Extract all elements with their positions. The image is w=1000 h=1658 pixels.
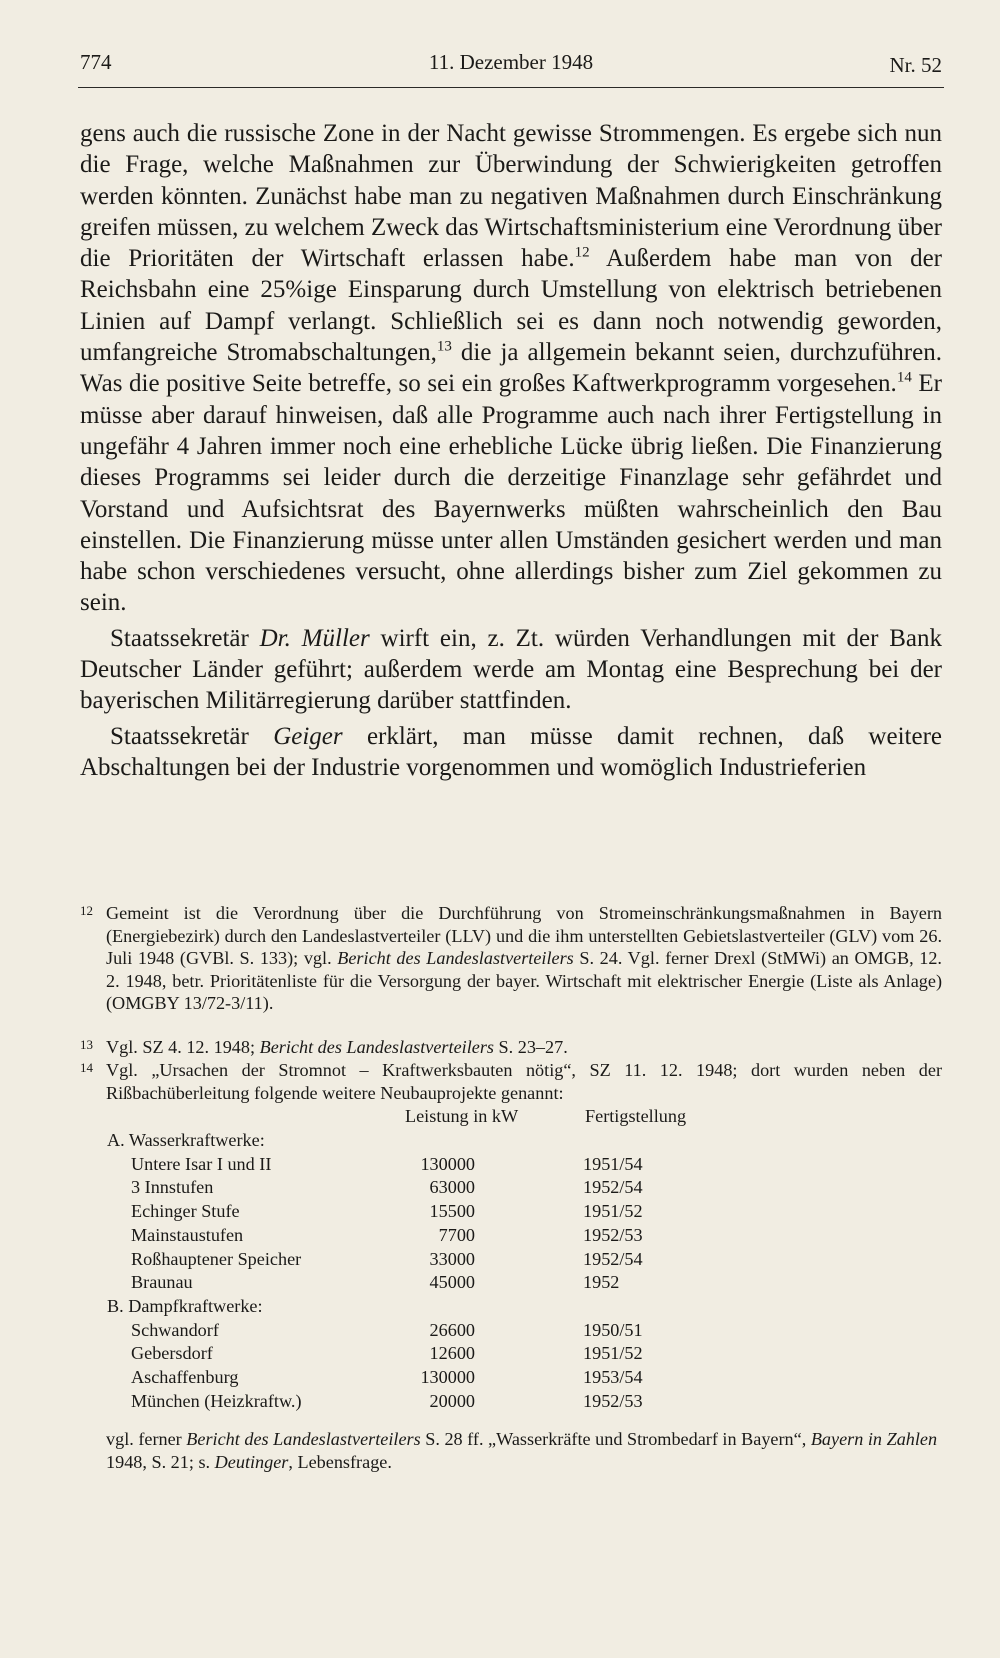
text-run: erklärt, man müsse damit rechnen, daß weitere Abschaltungen bei der Industrie vorgenommen und womöglich Industrieferien xyxy=(80,722,942,781)
plant-name: Braunau xyxy=(131,1272,193,1293)
capacity-value: 15500 xyxy=(429,1201,475,1222)
text-run: S. 23–27. xyxy=(493,1037,568,1057)
footnote-text xyxy=(106,902,942,1015)
text-run: vgl. ferner xyxy=(106,1429,187,1449)
plant-name: Gebersdorf xyxy=(131,1343,213,1364)
table-header-row xyxy=(0,1106,1000,1129)
text-run: wirft ein, z. Zt. würden Verhandlungen mit der Bank Deutscher Länder geführt; außerdem werde am Montag eine Besprechung bei der bayerischen Militärregierung darüber stattfinden. xyxy=(80,624,942,715)
paragraph-1 xyxy=(80,118,942,619)
capacity-value: 130000 xyxy=(420,1367,475,1387)
main-text xyxy=(80,118,942,783)
table-row xyxy=(0,1177,1000,1200)
capacity-value: 12600 xyxy=(429,1343,475,1364)
cited-author: Deutinger xyxy=(214,1451,289,1472)
plant-name: Schwandorf xyxy=(131,1319,219,1340)
text-run: die ja allgemein bekannt seien, durchzuführen. Was die positive Seite betreffe, so sei ein großes Kaftwerkprogramm vorgesehen. xyxy=(80,339,942,398)
footnote-ref-13: 13 xyxy=(436,338,452,355)
completion-value: 1952/54 xyxy=(583,1248,643,1269)
completion-value: 1952 xyxy=(583,1272,620,1293)
table-row xyxy=(0,1249,1000,1272)
completion-value: 1953/54 xyxy=(583,1367,643,1387)
footnote-14 xyxy=(80,1059,942,1104)
footnote-13 xyxy=(80,1036,942,1059)
capacity-value: 63000 xyxy=(429,1177,475,1198)
completion-value: 1950/51 xyxy=(583,1319,643,1340)
text-run: Er müsse aber darauf hinweisen, daß alle Programme auch nach ihrer Fertigstellung in ungefähr 4 Jahren immer noch eine erhebliche Lücke übrig ließen. Die Finanzierung dieses Programms sei leider durch die derzeitige Finanzlage sehr gefährdet und Vorstand und Aufsichtsrat des Bayernwerks müßten wahrscheinlich den Bau einstellen. Die Finanzierung müsse unter allen Umständen gesichert werden und man habe schon verschiedenes versucht, ohne allerdings bisher zum Ziel gekommen zu sein. xyxy=(80,370,942,617)
table-group-label: A. Wasserkraftwerke: xyxy=(107,1130,265,1150)
table-row xyxy=(0,1154,1000,1177)
page-number: 774 xyxy=(80,50,112,74)
table-row xyxy=(0,1367,1000,1390)
paragraph-2 xyxy=(80,623,942,717)
table-row xyxy=(0,1391,1000,1414)
table-row xyxy=(0,1320,1000,1343)
footnote-text: Vgl. „Ursachen der Stromnot – Kraftwerksbauten nötig“, SZ 11. 12. 1948; dort wurden neben der Rißbachüberleitung folgende weitere Neubauprojekte genannt: xyxy=(106,1060,942,1103)
table-group-row xyxy=(0,1130,1000,1153)
capacity-value: 7700 xyxy=(438,1224,475,1245)
running-header xyxy=(80,50,942,90)
cited-title: Bericht des Landeslastverteilers xyxy=(337,948,574,969)
capacity-value: 26600 xyxy=(429,1319,475,1340)
footnote-number: 13 xyxy=(80,1037,93,1052)
plant-name: Mainstaustufen xyxy=(131,1224,244,1245)
cited-title: Bayern in Zahlen xyxy=(810,1429,938,1449)
completion-value: 1951/52 xyxy=(583,1201,643,1222)
footnote-ref-12: 12 xyxy=(574,244,590,261)
capacity-value: 45000 xyxy=(429,1272,475,1293)
text-run: gens auch die russische Zone in der Nacht gewisse Strommengen. Es ergebe sich nun die Frage, welche Maßnahmen zur Überwindung der Schwierigkeiten getroffen werden könnten. Zunächst habe man zu negativen Maßnahmen durch Einschränkung greifen müssen, zu welchem Zweck das Wirtschaftsministerium eine Verordnung über die Prioritäten der Wirtschaft erlassen habe. xyxy=(80,120,942,273)
text-run: Vgl. SZ 4. 12. 1948; xyxy=(106,1037,260,1057)
completion-value: 1952/54 xyxy=(583,1177,643,1198)
text-run: 1948, S. 21; s. xyxy=(106,1451,215,1472)
table-row xyxy=(0,1201,1000,1224)
footnote-number: 12 xyxy=(80,903,93,918)
text-run: Außerdem habe man von der Reichsbahn eine 25%ige Einsparung durch Umstellung von elektrisch betriebenen Linien auf Dampf verlangt. Schließlich sei es dann noch notwendig geworden, umfangreiche Stromabschaltungen, xyxy=(80,245,942,367)
capacity-value: 20000 xyxy=(429,1390,475,1411)
table-group-row xyxy=(0,1296,1000,1319)
footnote-ref-14: 14 xyxy=(896,370,912,387)
header-rule xyxy=(78,87,944,88)
table-row xyxy=(0,1343,1000,1366)
text-run: S. 24. Vgl. ferner Drexl (StMWi) an OMGB, 12. 2. 1948, betr. Prioritätenliste für die Versorgung der bayer. Wirtschaft mit elektrischer Energie (Liste als Anlage) (OMGBY 13/72-3/11). xyxy=(106,948,942,1014)
cited-title: Bericht des Landeslastverteilers xyxy=(259,1037,494,1057)
text-run: Staatssekretär xyxy=(110,722,274,750)
paragraph-3 xyxy=(80,721,942,784)
column-header-capacity: Leistung in kW xyxy=(405,1106,519,1126)
plant-name: München (Heizkraftw.) xyxy=(131,1390,302,1411)
footnote-12 xyxy=(80,902,942,1015)
speaker-name: Geiger xyxy=(273,722,343,750)
table-row xyxy=(0,1272,1000,1295)
plant-name: Roßhauptener Speicher xyxy=(131,1248,302,1269)
completion-value: 1952/53 xyxy=(583,1224,643,1245)
completion-value: 1951/54 xyxy=(583,1153,643,1174)
table-group-label: B. Dampfkraftwerke: xyxy=(107,1295,263,1316)
completion-value: 1952/53 xyxy=(583,1390,643,1411)
table-row xyxy=(0,1225,1000,1248)
footnote-text xyxy=(106,1036,942,1059)
speaker-name: Dr. Müller xyxy=(259,624,370,652)
capacity-value: 130000 xyxy=(420,1153,475,1174)
plant-name: 3 Innstufen xyxy=(131,1177,214,1198)
footnote-number: 14 xyxy=(80,1060,93,1075)
plant-name: Echinger Stufe xyxy=(131,1201,240,1222)
completion-value: 1951/52 xyxy=(583,1343,643,1364)
text-run: S. 28 ff. „Wasserkräfte und Strombedarf in Bayern“, xyxy=(420,1429,811,1449)
text-run: Gemeint ist die Verordnung über die Durchführung von Stromeinschränkungsmaßnahmen in Bayern (Energiebezirk) durch den Landeslastverteiler (LLV) und die ihm unterstellten Gebietslastverteiler (GLV) vom 26. Juli 1948 (GVBl. S. 133); vgl. xyxy=(106,903,942,969)
issue-number: Nr. 52 xyxy=(889,53,942,77)
text-run: Staatssekretär xyxy=(110,624,260,652)
text-run: , Lebensfrage. xyxy=(288,1451,392,1472)
column-header-completion: Fertigstellung xyxy=(585,1106,687,1126)
plant-name: Untere Isar I und II xyxy=(131,1153,272,1174)
footnote-14-continuation xyxy=(106,1428,946,1473)
plant-name: Aschaffenburg xyxy=(131,1367,239,1387)
capacity-value: 33000 xyxy=(429,1248,475,1269)
header-date: 11. Dezember 1948 xyxy=(428,50,594,74)
cited-title: Bericht des Landeslastverteilers xyxy=(186,1429,421,1449)
